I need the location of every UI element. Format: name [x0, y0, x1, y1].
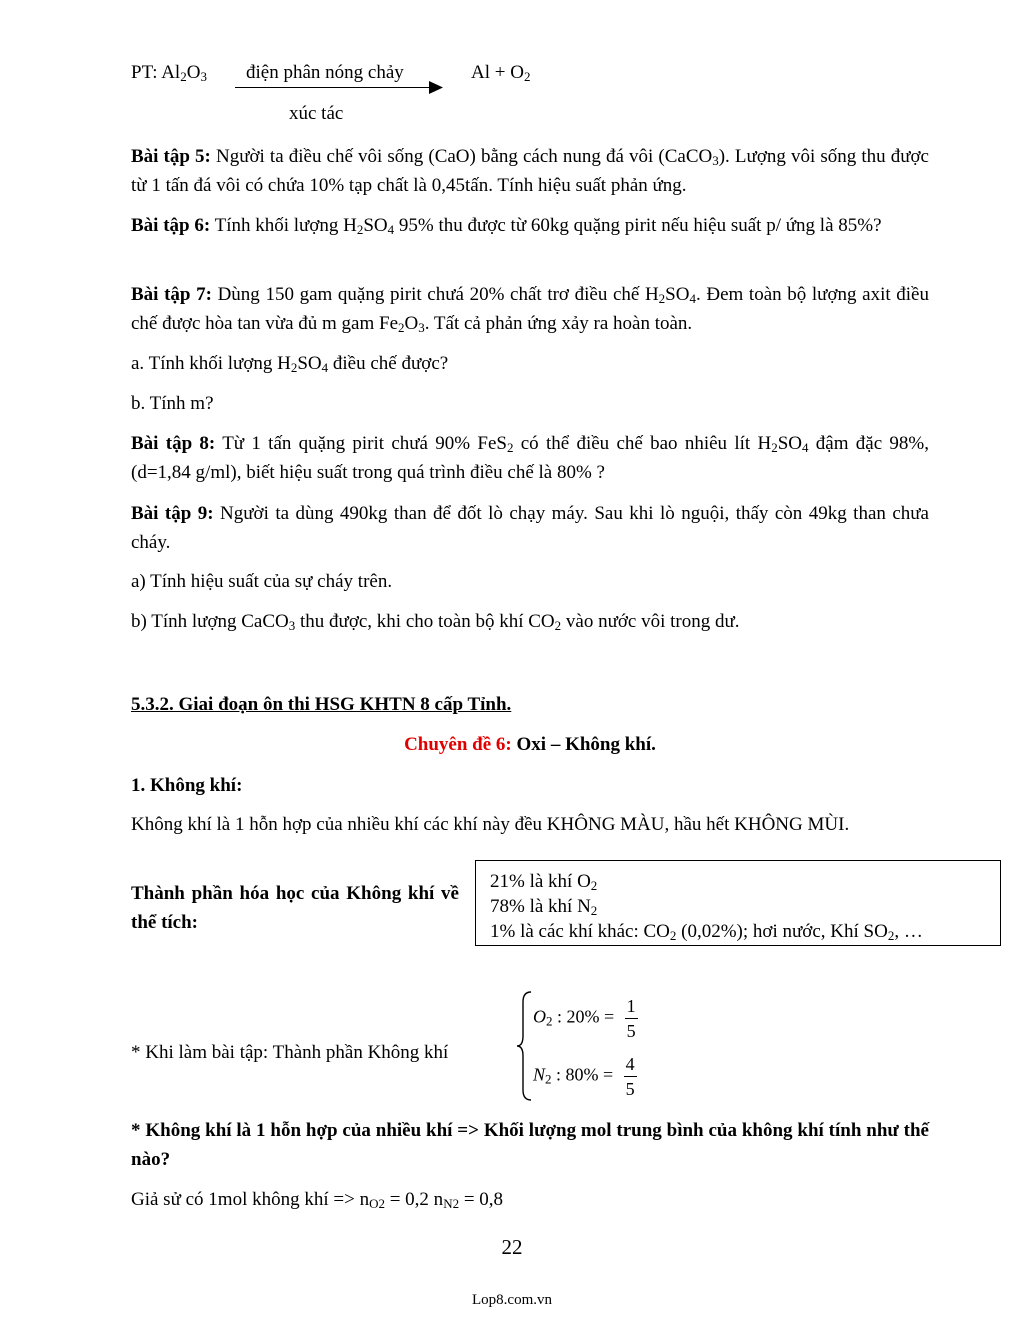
arrow-head-icon: [429, 81, 443, 94]
equation-line: [131, 62, 929, 92]
arrow-condition: điện phân nóng chảy: [246, 62, 404, 83]
exercise-9b: b) Tính lượng CaCO$_3$ thu được, khi cho toàn bộ khí $CO_2$ vào nước vôi trong dư.: [131, 611, 740, 633]
exercise-6: Bài tập 6: Tính khối lượng $H_2SO_4$ 95% thu được từ 60kg quặng pirit nếu hiệu suất p/ ứng là 85%?: [131, 215, 882, 237]
box-line-others: 1% là các khí khác: $CO_2$ (0,02%); hơi nước, Khí $SO_2$, …: [490, 921, 923, 943]
left-brace-icon: [515, 990, 535, 1102]
reactant: PT: $Al_2O_3$: [131, 62, 207, 84]
box-line-n2: 78% là khí $N_2$: [490, 896, 598, 918]
section-heading: 5.3.2. Giai đoạn ôn thi HSG KHTN 8 cấp Tỉnh.: [131, 694, 512, 715]
exercise-7: Bài tập 7: Dùng 150 gam quặng pirit chưá 20% chất trơ điều chế $H_2SO_4$. Đem toàn bộ lượng axit điều chế được hòa tan vừa đủ m gam $Fe_2O_3$. Tất cả phản ứng xảy ra hoàn toàn.: [131, 284, 929, 335]
page-number: 22: [501, 1235, 523, 1259]
exercise-5: Bài tập 5: Người ta điều chế vôi sống (CaO) bằng cách nung đá vôi (CaCO$_3$). Lượng vôi sống thu được từ 1 tấn đá vôi có chứa 10% tạp chất là 0,45tấn. Tính hiệu suất phản ứng.: [131, 146, 929, 196]
question-paragraph: * Không khí là 1 hỗn hợp của nhiều khí => Khối lượng mol trung bình của không khí tính như thế nào?: [131, 1120, 929, 1170]
exercise-9a: a) Tính hiệu suất của sự cháy trên.: [131, 571, 393, 592]
catalyst-text: xúc tác: [289, 103, 344, 124]
product: $Al + O_2$: [471, 62, 531, 84]
footer-site: Lop8.com.vn: [472, 1292, 552, 1308]
box-line-o2: 21% là khí $O_2$: [490, 871, 598, 893]
exercise-7b: b. Tính m?: [131, 393, 214, 414]
topic-title: Chuyên đề 6: Oxi – Không khí.: [404, 734, 656, 755]
o2-fraction-row: $O_2$ : 20% = $\frac{1}{5}$: [533, 996, 636, 1041]
composition-box: [475, 860, 1001, 946]
exercise-8: Bài tập 8: Từ 1 tấn quặng pirit chưá 90% FeS$_2$ có thể điều chế bao nhiêu lít $H_2SO_4$ đậm đặc 98%, (d=1,84 g/ml), biết hiệu suất trong quá trình điều chế là 80% ?: [131, 433, 929, 483]
n2-fraction: $\frac{4}{5}$: [625, 1054, 635, 1099]
reaction-arrow: [235, 87, 435, 88]
o2-fraction: $\frac{1}{5}$: [626, 996, 636, 1041]
exercise-7a: a. Tính khối lượng $H_2SO_4$ điều chế được?: [131, 353, 449, 375]
exercise-9: Bài tập 9: Người ta dùng 490kg than để đốt lò chạy máy. Sau khi lò nguội, thấy còn 49kg than chưa cháy.: [131, 503, 929, 553]
subheading-khong-khi: 1. Không khí:: [131, 775, 243, 796]
intro-paragraph: Không khí là 1 hỗn hợp của nhiều khí các khí này đều KHÔNG MÀU, hầu hết KHÔNG MÙI.: [131, 814, 850, 835]
assumption-line: Giả sử có 1mol không khí => $n_{O2} = 0,2$ $n_{N2} = 0,8$: [131, 1189, 504, 1211]
composition-label: Thành phần hóa học của Không khí về thể tích:: [131, 883, 459, 933]
n2-fraction-row: $N_2$ : 80% = $\frac{4}{5}$: [533, 1054, 635, 1099]
exercise-note: * Khi làm bài tập: Thành phần Không khí: [131, 1042, 449, 1063]
